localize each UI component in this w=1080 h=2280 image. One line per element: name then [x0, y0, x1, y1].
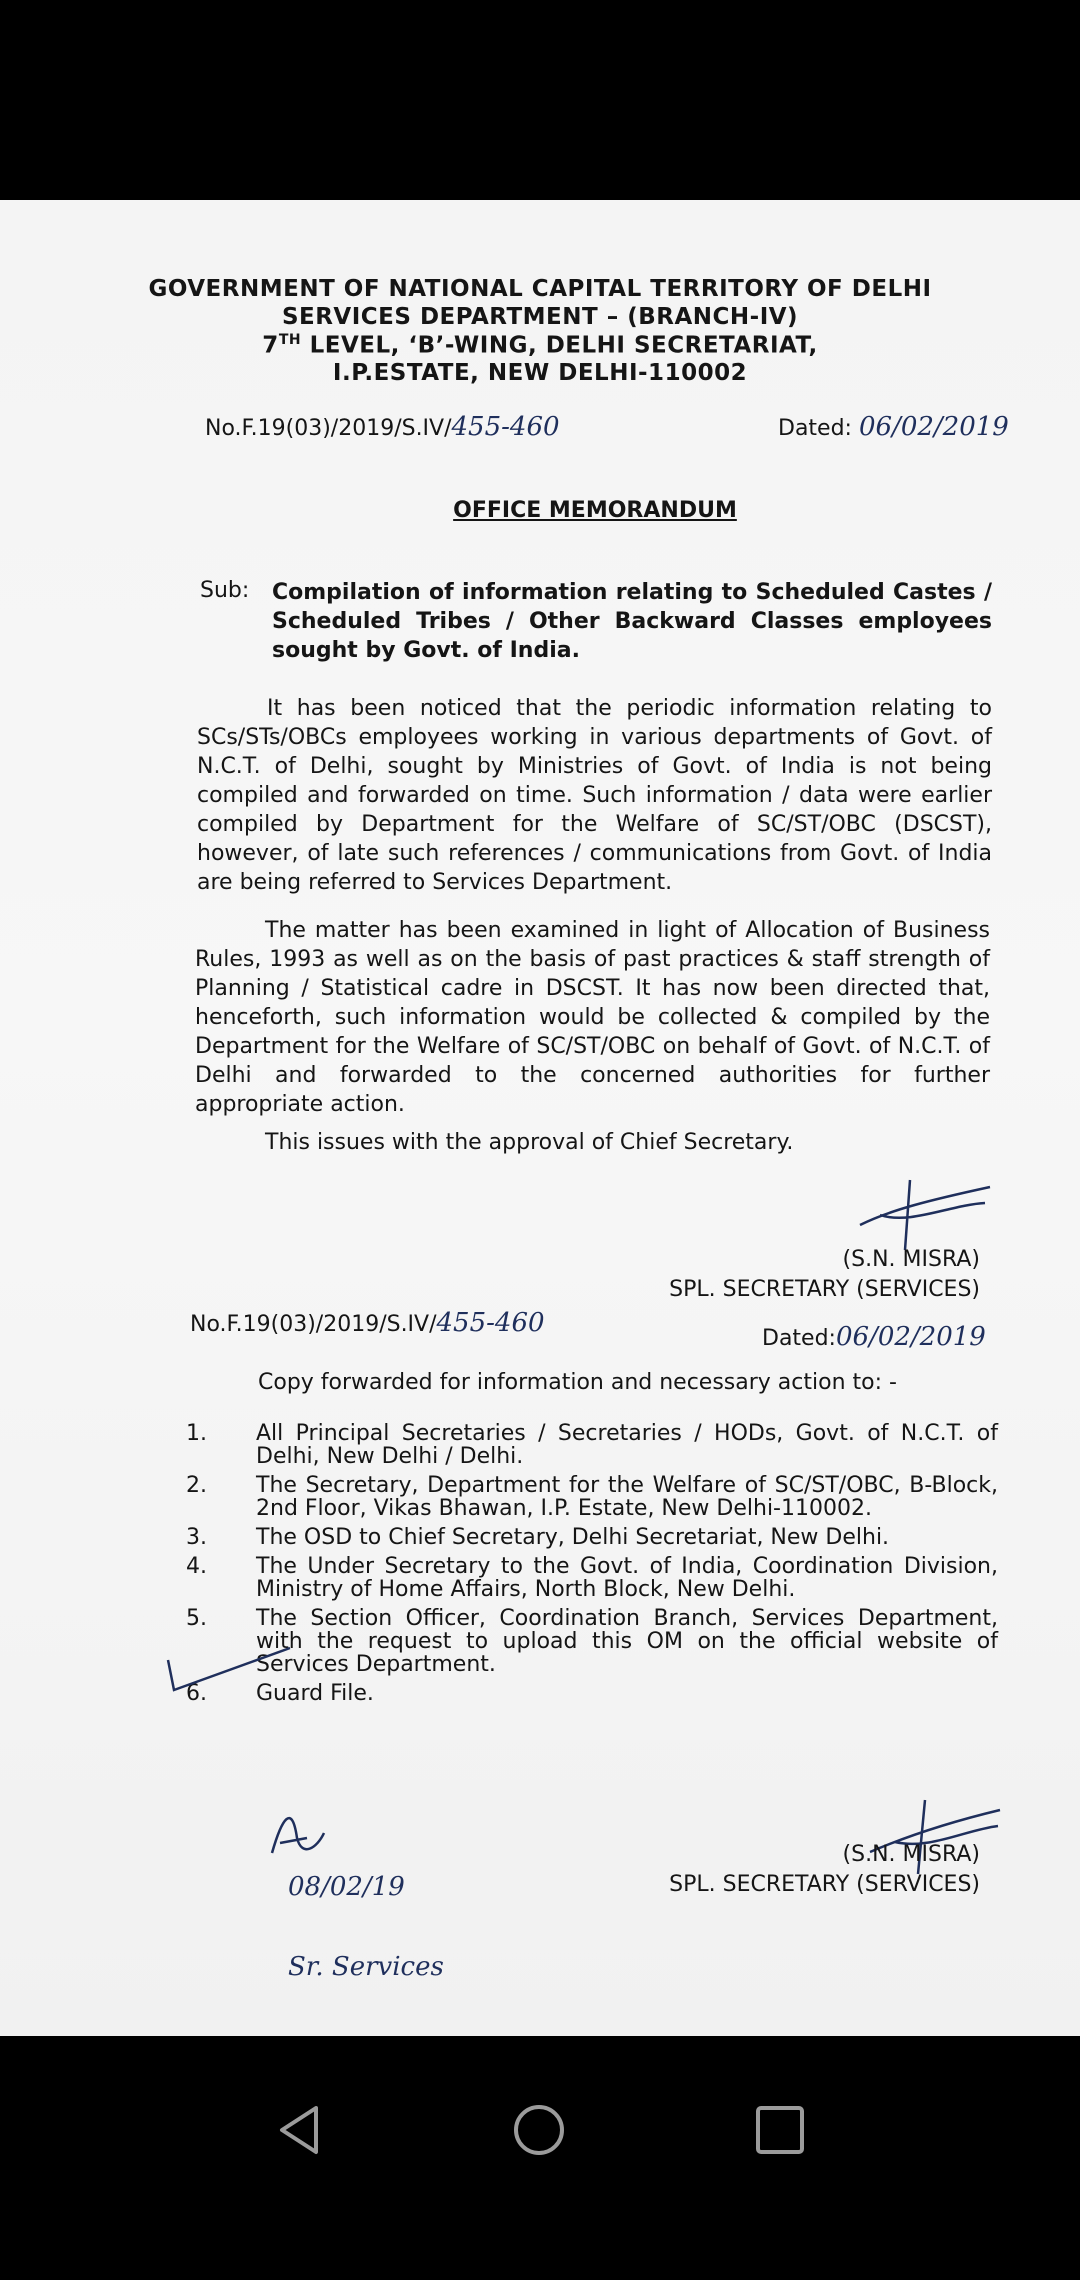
- signatory-name-2: (S.N. MISRA): [842, 1842, 980, 1867]
- signature-block: [669, 1245, 980, 1305]
- handwritten-date: 06/02/2019: [858, 412, 1009, 442]
- reference-date-2: Dated:06/02/2019: [762, 1322, 986, 1352]
- list-item: 5. The Section Officer, Coordination Branch, Services Department, with the request to upload this OM on the official website of Services Department.: [186, 1606, 998, 1677]
- header-line-1: GOVERNMENT OF NATIONAL CAPITAL TERRITORY OF DELHI: [148, 276, 932, 302]
- list-item: 6. Guard File.: [186, 1681, 374, 1706]
- header-line-2: SERVICES DEPARTMENT – (BRANCH-IV): [281, 304, 799, 330]
- handwritten-date-2: 06/02/2019: [835, 1322, 986, 1352]
- list-item: 3. The OSD to Chief Secretary, Delhi Secretariat, New Delhi.: [186, 1525, 890, 1550]
- tick-mark: [160, 1640, 300, 1720]
- subject-label: Sub:: [200, 578, 250, 603]
- back-icon[interactable]: [272, 2102, 328, 2158]
- status-bar: [0, 0, 1080, 200]
- reference-number: No.F.19(03)/2019/S.IV/455-460: [205, 412, 560, 442]
- handwritten-note-date: 08/02/19: [288, 1872, 405, 1902]
- document-page: [0, 200, 1080, 2036]
- signature-block-2: [669, 1840, 980, 1900]
- copy-list: [178, 1422, 998, 1711]
- home-icon[interactable]: [511, 2102, 567, 2158]
- header-line-3: 7TH LEVEL, ‘B’-WING, DELHI SECRETARIAT,: [262, 332, 818, 359]
- paragraph-1: It has been noticed that the periodic information relating to SCs/STs/OBCs employees working in various departments of Govt. of N.C.T. of Delhi, sought by Ministries of Govt. of India is not being compiled and forwarded on time. Such information / data were earlier compiled by Department for the Welfare of SC/ST/OBC (DSCST), however, of late such references / communications from Govt. of India are being referred to Services Department.: [197, 696, 992, 895]
- handwritten-note-text: Sr. Services: [288, 1952, 444, 1982]
- memo-title: OFFICE MEMORANDUM: [453, 498, 737, 523]
- list-item: 1. All Principal Secretaries / Secretaries / HODs, Govt. of N.C.T. of Delhi, New Delhi / Delhi.: [186, 1421, 998, 1469]
- header-line-4: I.P.ESTATE, NEW DELHI-110002: [332, 360, 748, 386]
- handwritten-number: 455-460: [451, 412, 560, 442]
- paragraph-3: This issues with the approval of Chief Secretary.: [265, 1130, 794, 1155]
- navigation-bar: [0, 2036, 1080, 2280]
- reference-date: Dated: 06/02/2019: [778, 412, 1009, 442]
- paragraph-2: The matter has been examined in light of Allocation of Business Rules, 1993 as well as on the basis of past practices & staff strength of Planning / Statistical cadre in DSCST. It has now been directed that, henceforth, such information would be collected & compiled by the Department for the Welfare of SC/ST/OBC on behalf of Govt. of N.C.T. of Delhi and forwarded to the concerned authorities for further appropriate action.: [195, 918, 990, 1117]
- reference-number-2: No.F.19(03)/2019/S.IV/455-460: [190, 1308, 545, 1338]
- signatory-designation: SPL. SECRETARY (SERVICES): [669, 1277, 980, 1302]
- recents-icon[interactable]: [752, 2102, 808, 2158]
- initials-scribble: [262, 1798, 332, 1868]
- list-item: 4. The Under Secretary to the Govt. of India, Coordination Division, Ministry of Home Affairs, North Block, New Delhi.: [186, 1554, 998, 1602]
- signatory-name: (S.N. MISRA): [842, 1247, 980, 1272]
- copy-forwarded-line: Copy forwarded for information and necessary action to: -: [258, 1370, 897, 1395]
- handwritten-number-2: 455-460: [436, 1308, 545, 1338]
- list-item: 2. The Secretary, Department for the Welfare of SC/ST/OBC, B-Block, 2nd Floor, Vikas Bhawan, I.P. Estate, New Delhi-110002.: [186, 1473, 998, 1521]
- signature-scribble: [850, 1175, 1000, 1255]
- signatory-designation-2: SPL. SECRETARY (SERVICES): [669, 1872, 980, 1897]
- subject-text: Compilation of information relating to Scheduled Castes / Scheduled Tribes / Other Backward Classes employees sought by Govt. of India.: [272, 580, 992, 663]
